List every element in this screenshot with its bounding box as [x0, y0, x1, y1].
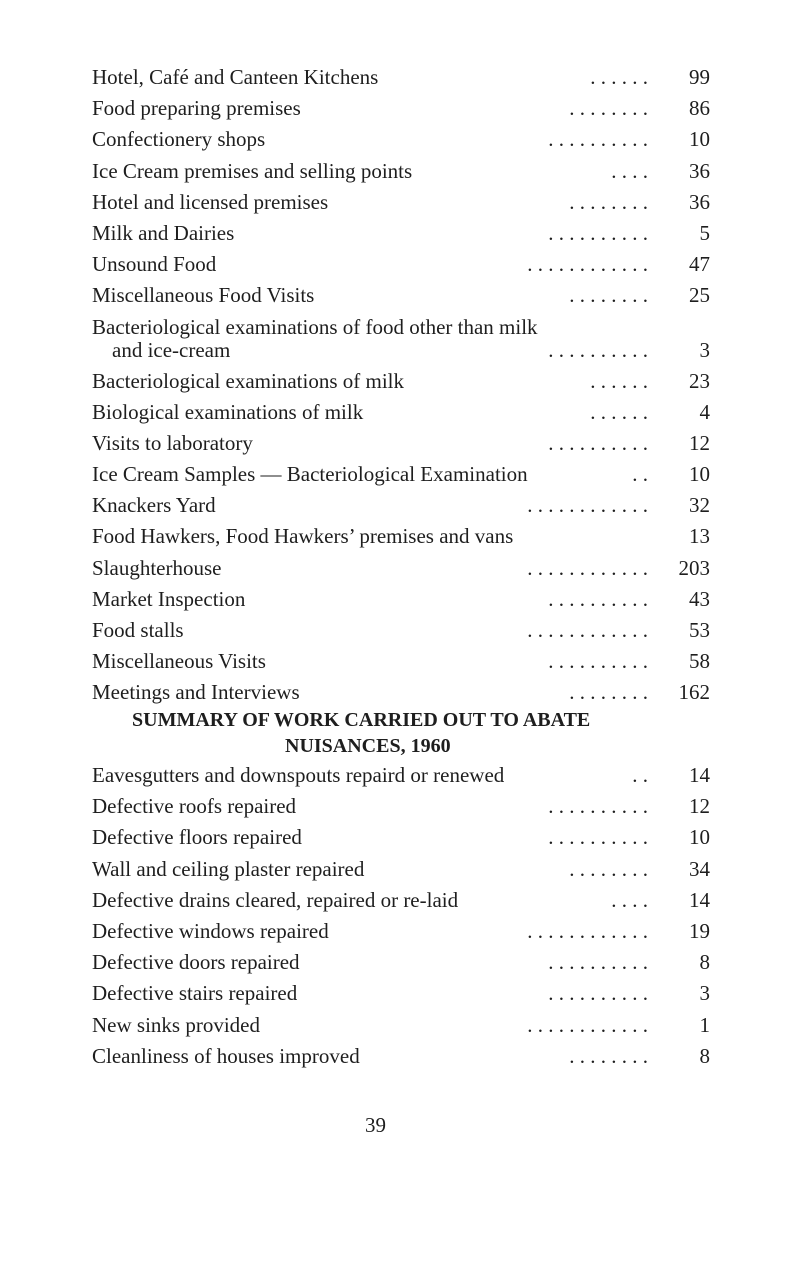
item-label: Market Inspection: [92, 586, 246, 611]
leader-dots: . . . . . . . . . . . .: [527, 555, 648, 580]
section-heading: [0, 707, 800, 759]
section-heading-line2: NUISANCES, 1960: [285, 735, 451, 757]
leader-dots: . . . . . . . . . .: [548, 127, 648, 152]
item-label: Cleanliness of houses improved: [92, 1043, 360, 1068]
item-value: 32: [689, 493, 710, 518]
item-label: Eavesgutters and downspouts repaird or renewed: [92, 763, 505, 787]
item-label: Milk and Dairies: [92, 220, 235, 245]
list-item: [92, 459, 710, 490]
item-value: 162: [678, 680, 710, 705]
item-label: Visits to laboratory: [92, 430, 253, 455]
list-item: [92, 916, 710, 947]
item-label: Defective doors repaired: [92, 950, 300, 975]
leader-dots: . . . . . . . . . .: [548, 649, 648, 674]
leader-dots: . . . . . . . . . . . .: [527, 1012, 648, 1037]
list-item: [92, 124, 710, 155]
list-item: [92, 677, 710, 708]
leader-dots: . . . . . . . .: [569, 856, 648, 881]
item-value: 3: [699, 981, 710, 1006]
leader-dots: . . . . . . . . . . . .: [527, 918, 648, 943]
list-item: [92, 646, 710, 677]
item-label-continuation: and ice-cream: [112, 337, 231, 362]
list-item: [92, 366, 710, 397]
leader-dots: . . . . . . . .: [569, 283, 648, 308]
item-label: Wall and ceiling plaster repaired: [92, 856, 365, 881]
item-value: 4: [699, 399, 710, 424]
item-label: Hotel, Café and Canteen Kitchens: [92, 65, 379, 89]
item-value: 36: [689, 189, 710, 214]
leader-dots: . . . . . . . .: [569, 680, 648, 705]
leader-dots: . . . . . . . . . .: [548, 430, 648, 455]
list-item: [92, 854, 710, 885]
item-value: 43: [689, 586, 710, 611]
item-label: Defective drains cleared, repaired or re-laid: [92, 887, 459, 912]
leader-dots: . . . . . . . . . . . .: [527, 252, 648, 277]
leader-dots: . . . . . .: [590, 65, 648, 89]
item-label: Defective roofs repaired: [92, 794, 297, 819]
item-label: Miscellaneous Visits: [92, 649, 266, 674]
list-item: [92, 280, 710, 311]
item-value: 19: [689, 918, 710, 943]
list-item: [92, 312, 710, 366]
list-item: [92, 615, 710, 646]
item-label: Food Hawkers, Food Hawkers’ premises and vans: [92, 524, 514, 549]
leader-dots: . . . . . . . .: [569, 1043, 648, 1068]
item-label: Defective windows repaired: [92, 918, 329, 943]
list-item: [92, 521, 710, 552]
list-item: [92, 1041, 710, 1072]
leader-dots: . . . . . . . . . .: [548, 794, 648, 819]
item-value: 10: [689, 825, 710, 850]
item-label: Ice Cream premises and selling points: [92, 158, 413, 183]
item-value: 5: [699, 220, 710, 245]
leader-dots: . .: [632, 462, 648, 487]
item-value: 53: [689, 618, 710, 642]
list-item: [92, 397, 710, 428]
item-value: 14: [689, 763, 710, 787]
leader-dots: . . . . . .: [590, 368, 648, 393]
nuisance-summary-list: [92, 760, 710, 1072]
item-value: 12: [689, 430, 710, 455]
item-label: New sinks provided: [92, 1012, 260, 1037]
item-label: Hotel and licensed premises: [92, 189, 329, 214]
list-item: [92, 1010, 710, 1041]
leader-dots: . . . . . . . . . . . .: [527, 618, 648, 642]
item-label: Confectionery shops: [92, 127, 266, 152]
item-value: 34: [689, 856, 710, 881]
item-value: 23: [689, 368, 710, 393]
item-value: 58: [689, 649, 710, 674]
leader-dots: . . . . . . . . . . . .: [527, 493, 648, 518]
list-item: [92, 947, 710, 978]
item-label: Slaughterhouse: [92, 555, 222, 580]
item-value: 14: [689, 887, 710, 912]
leader-dots: . . . . . . . . . .: [548, 825, 648, 850]
leader-dots: . . . . . .: [590, 399, 648, 424]
leader-dots: . . . . . . . .: [569, 189, 648, 214]
item-value: 3: [699, 337, 710, 362]
section-heading-line1: SUMMARY OF WORK CARRIED OUT TO ABATE: [132, 709, 591, 731]
item-value: 99: [689, 65, 710, 89]
leader-dots: . . . .: [611, 158, 648, 183]
item-label: Ice Cream Samples — Bacteriological Examination: [92, 462, 528, 487]
item-value: 36: [689, 158, 710, 183]
leader-dots: . . . . . . . . . .: [548, 220, 648, 245]
item-label: Defective floors repaired: [92, 825, 302, 850]
list-item: [92, 791, 710, 822]
item-value: 25: [689, 283, 710, 308]
list-item: [92, 249, 710, 280]
item-label: Defective stairs repaired: [92, 981, 298, 1006]
leader-dots: . . . .: [611, 887, 648, 912]
list-item: [92, 62, 710, 93]
item-label: Meetings and Interviews: [92, 680, 300, 705]
leader-dots: . .: [632, 763, 648, 787]
leader-dots: . . . . . . . . . .: [548, 337, 648, 362]
item-value: 13: [689, 524, 710, 549]
item-label: Knackers Yard: [92, 493, 216, 518]
list-item: [92, 760, 710, 791]
item-label: Biological examinations of milk: [92, 399, 364, 424]
item-label: Food preparing premises: [92, 96, 301, 121]
item-label: Bacteriological examinations of milk: [92, 368, 404, 393]
inspection-list: [92, 62, 710, 709]
list-item: [92, 428, 710, 459]
item-value: 1: [699, 1012, 710, 1037]
item-value: 12: [689, 794, 710, 819]
item-label: Miscellaneous Food Visits: [92, 283, 315, 308]
list-item: [92, 978, 710, 1009]
item-label: Unsound Food: [92, 252, 217, 277]
list-item: [92, 93, 710, 124]
leader-dots: . . . . . . . . . .: [548, 586, 648, 611]
item-value: 10: [689, 127, 710, 152]
leader-dots: . . . . . . . .: [569, 96, 648, 121]
item-value: 10: [689, 462, 710, 487]
list-item: [92, 218, 710, 249]
list-item: [92, 490, 710, 521]
item-value: 8: [699, 950, 710, 975]
item-value: 86: [689, 96, 710, 121]
page-number: 39: [365, 1113, 386, 1137]
list-item: [92, 156, 710, 187]
item-value: 47: [689, 252, 710, 277]
list-item: [92, 822, 710, 853]
list-item: [92, 187, 710, 218]
item-label: Food stalls: [92, 618, 184, 642]
item-value: 203: [678, 555, 710, 580]
leader-dots: . . . . . . . . . .: [548, 981, 648, 1006]
list-item: [92, 584, 710, 615]
list-item: [92, 553, 710, 584]
item-label: Bacteriological examinations of food other than milk: [92, 314, 538, 339]
leader-dots: . . . . . . . . . .: [548, 950, 648, 975]
item-value: 8: [699, 1043, 710, 1068]
list-item: [92, 885, 710, 916]
